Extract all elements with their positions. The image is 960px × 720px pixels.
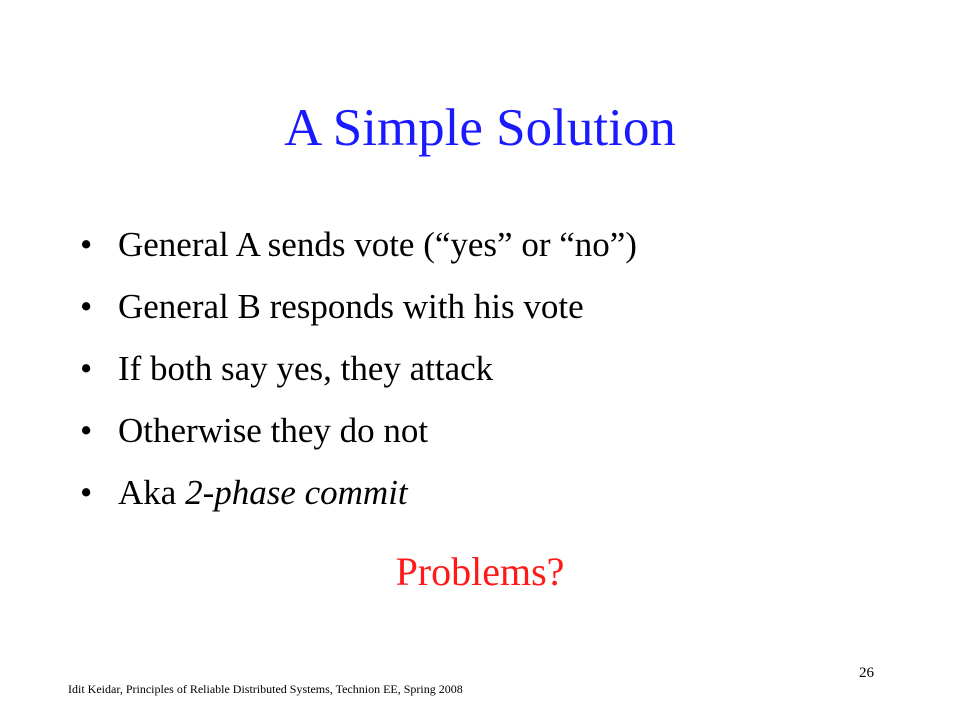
- bullet-text: General A sends vote (“yes” or “no”): [118, 225, 637, 264]
- problems-callout: Problems?: [395, 549, 565, 594]
- footer-credit: Idit Keidar, Principles of Reliable Distributed Systems, Technion EE, Spring 2008: [68, 682, 463, 696]
- bullet-icon: •: [80, 287, 93, 326]
- bullet-item: [80, 214, 637, 276]
- bullet-item: [80, 400, 637, 462]
- bullet-item: [80, 462, 637, 524]
- bullet-icon: •: [80, 473, 93, 512]
- bullet-item: [80, 276, 637, 338]
- bullet-text-plain: Aka: [118, 473, 186, 512]
- bullet-text-emphasis: 2-phase commit: [185, 473, 408, 512]
- page-number: 26: [859, 665, 874, 681]
- slide-title: A Simple Solution: [284, 99, 676, 157]
- bullet-text: General B responds with his vote: [118, 287, 584, 326]
- bullet-text: Otherwise they do not: [118, 411, 429, 450]
- bullet-text: [118, 462, 408, 524]
- bullet-text: If both say yes, they attack: [118, 349, 494, 388]
- bullet-item: [80, 338, 637, 400]
- bullet-list: [80, 214, 637, 524]
- bullet-icon: •: [80, 411, 93, 450]
- bullet-icon: •: [80, 349, 93, 388]
- bullet-icon: •: [80, 225, 93, 264]
